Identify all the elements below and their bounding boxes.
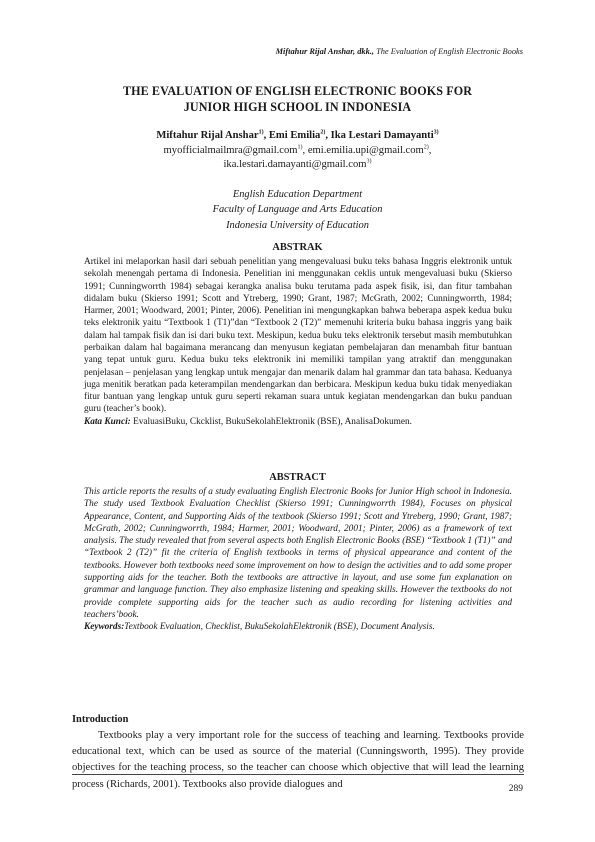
email-2-sup: 2) <box>423 143 429 150</box>
page-number: 289 <box>508 784 523 794</box>
author-3-sup: 3) <box>433 129 439 136</box>
author-1: Miftahur Rijal Anshar <box>156 130 259 141</box>
running-head-title: The Evaluation of English Electronic Books <box>376 47 523 56</box>
affiliation-university: Indonesia University of Education <box>226 219 369 231</box>
author-block <box>60 129 535 173</box>
abstrak-keywords-label: Kata Kunci: <box>84 416 131 427</box>
author-emails-line-2 <box>60 158 535 173</box>
author-emails-line-1: myofficialmailmra@gmail.com$^{1)}$, emi.emilia.upi@gmail.com$^{2)}$, <box>163 143 432 156</box>
abstrak-heading: ABSTRAK <box>272 242 323 253</box>
author-2: Emi Emilia <box>268 130 321 141</box>
running-head-authors: Miftahur Rijal Anshar, dkk., <box>275 47 374 56</box>
paper-title <box>60 84 535 115</box>
footer-rule <box>72 774 524 775</box>
abstrak-section <box>84 256 512 428</box>
abstract-keywords-label: Keywords: <box>84 622 125 633</box>
introduction-body: Textbooks play a very important role for the success of teaching and learning. Textbooks provide educational text, which can be used as source of the material (Cunningsworth, 1995). They provide objectives for the teaching process, so the teacher can choose which objective that will lead the learning process (Richards, 2001). Textbooks also provide dialogues and <box>72 730 524 790</box>
author-3: Ika Lestari Damayanti <box>330 130 434 141</box>
running-head <box>0 47 523 56</box>
affiliation-department: English Education Department <box>232 189 363 200</box>
abstract-keywords: Textbook Evaluation, Checklist, BukuSekolahElektronik (BSE), Document Analysis. <box>124 622 435 633</box>
introduction-heading: Introduction <box>72 714 129 725</box>
affiliation <box>60 187 535 233</box>
abstract-body: This article reports the results of a study evaluating English Electronic Books for Junior High school in Indonesia. The study used Textbook Evaluation Checklist (Skierso 1991; Cunningworrth 1984), Focuses on physical Appearance, Content, and Supporting Aids of the textbook (Skierso 1991; Scott and Ytreberg, 1990; Grant, 1987; McGrath, 2002; Cunningworrth, 1984; Harmer, 2001; Woodward, 2001; Pinter, 2006) as a framework of text analysis. The study revealed that from several aspects both English Electronic Books (BSE) “Textbook 1 (T1)” and “Textbook 2 (T2)” fit the criteria of English textbooks in terms of physical appearance and content of the textbooks. However both textbooks need some improvement on how to design the activities and to add some proper supporting aids for the teacher. Both the textbooks are attractive in layout, and use some fun explanation on grammar and language function. They also emphasize listening and speaking skills. However the textbooks do not provide complete supporting aids for the teacher such as audio recording for listening activities and teachers’book. <box>84 487 512 620</box>
author-1-sup: 1) <box>258 129 264 136</box>
abstrak-keywords: EvaluasiBuku, Ckcklist, BukuSekolahElektronik (BSE), AnalisaDokumen. <box>130 416 412 427</box>
abstrak-body: Artikel ini melaporkan hasil dari sebuah penelitian yang mengevaluasi buku teks bahasa Inggris elektronik untuk sekolah menengah pertama di Indonesia. Penelitian ini menggunakan ceklis untuk mengevaluasi buku (Skierso 1991; Cunningworrth 1984) sebagai kerangka analisa buku terutama pada aspek fisik, isi, dan fitur tambahan didalam buku (Skierso 1991; Scott and Ytreberg, 1990; Grant, 1987; McGrath, 2002; Cunningworrth, 1984; Harmer, 2001; Woodward, 2001; Pinter, 2006). Penelitian ini mengungkapkan bahwa beberapa aspek kedua buku teks elektronik yaitu “Textbook 1 (T1)”dan “Textbook 2 (T2)” memenuhi kriteria buku bahasa inggris yang baik dalam hal tampak fisik dan isi dari buku text. Meskipun, kedua buku teks elektronik tersebut masih membutuhkan perbaikan dalam hal bagaimana merancang dan menyusun kegiatan pembelajaran dan menambah fitur bantuan yang tepat untuk guru. Kedua buku teks elektronik ini memiliki tampilan yang atraktif dan menggunakan penjelasan – penjelasan yang lengkap untuk mengajar dan menarik dalam hal grammar dan tata bahasa. Keduanya juga menitik beratkan pada keterampilan mendengarkan dan berbicara. Meskipun kedua buku tidak menyediakan fitur bantuan yang lengkap untuk guru seperti rekaman suara untuk kegiatan mendengarkan dan buku panduan guru (teacher’s book). <box>84 257 512 415</box>
affiliation-faculty: Faculty of Language and Arts Education <box>212 204 383 216</box>
introduction-section <box>72 728 524 793</box>
title-line-1: THE EVALUATION OF ENGLISH ELECTRONIC BOOKS FOR <box>122 84 473 98</box>
email-1-sup: 1) <box>297 143 303 150</box>
title-line-2: JUNIOR HIGH SCHOOL IN INDONESIA <box>183 99 412 114</box>
email-3-sup: 3) <box>366 158 372 165</box>
abstract-section <box>84 486 512 633</box>
email-1[interactable]: myofficialmailmra@gmail.com <box>163 144 298 156</box>
author-names: Miftahur Rijal Anshar$^{1)}$, Emi Emilia$^{2)}$, Ika Lestari Damayanti$^{3)}$ <box>156 129 439 141</box>
abstract-heading: ABSTRACT <box>269 472 326 483</box>
email-3[interactable]: ika.lestari.damayanti@gmail.com <box>223 159 367 170</box>
email-2[interactable]: emi.emilia.upi@gmail.com <box>307 144 424 156</box>
author-2-sup: 2) <box>320 129 326 136</box>
